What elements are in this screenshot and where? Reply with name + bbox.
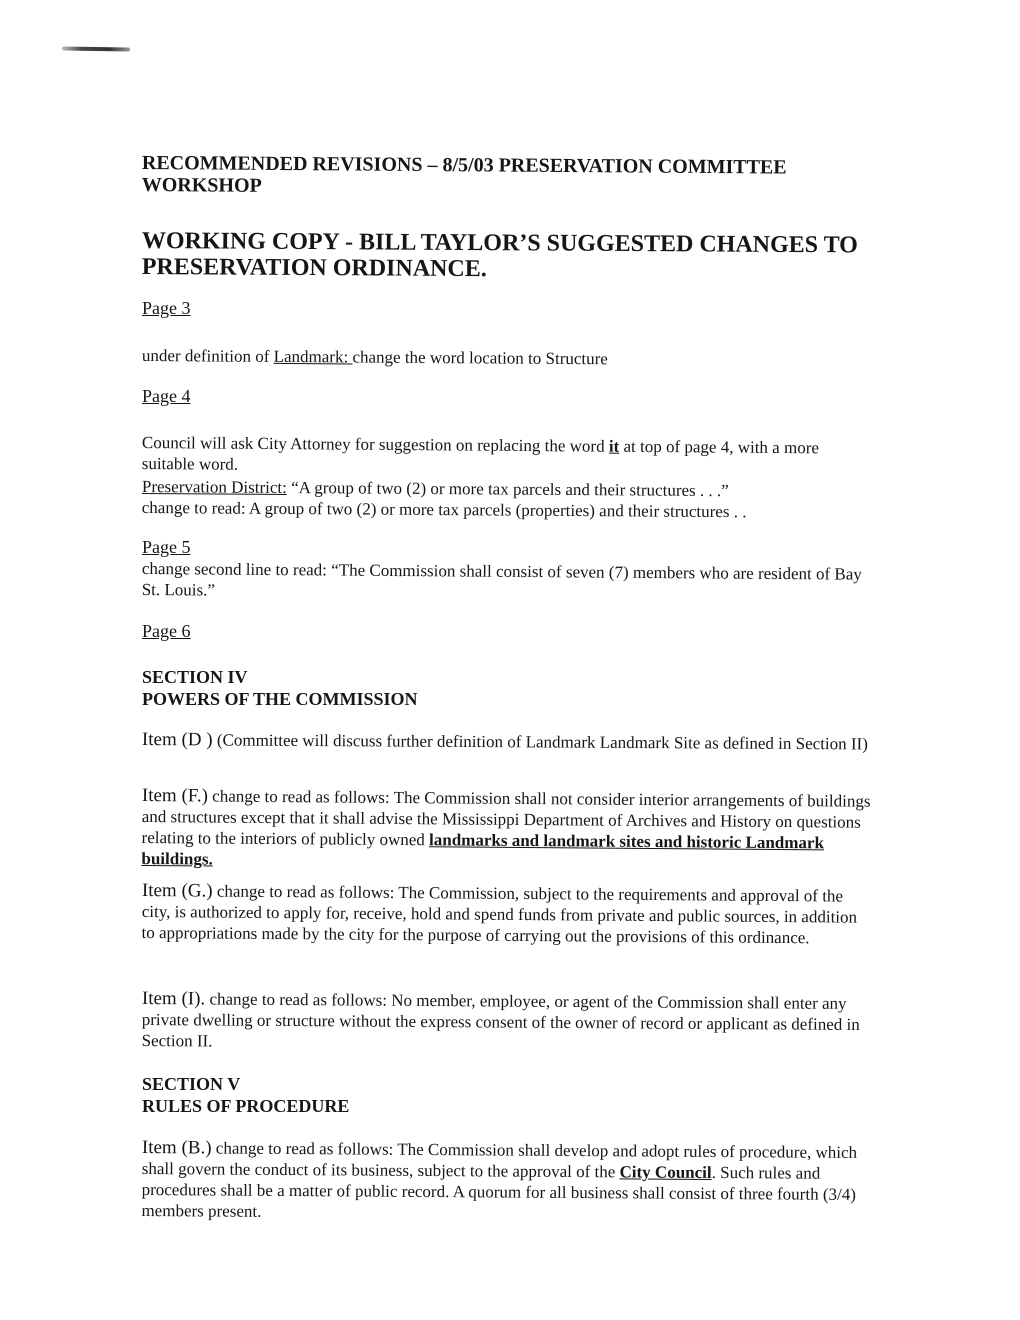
council-post: at top of page 4, with a more suitable word. [141, 436, 820, 474]
item-d [142, 729, 872, 754]
page-4-label: Page 4 [142, 386, 191, 406]
item-g [142, 880, 872, 949]
item-f-text: change to read as follows: The Commission shall not consider interior arrangements of buildings and structures except that it shall advise the Mississippi Department of Archives and History on questions relating to the interiors of publicly owned [141, 786, 871, 850]
council-pre: Council will ask City Attorney for suggestion on replacing the word [141, 432, 609, 456]
item-i-label: Item (I). [141, 988, 206, 1010]
item-f [141, 785, 872, 875]
section-v-title: SECTION V [142, 1074, 241, 1094]
subheading-line-1: WORKING COPY - BILL TAYLOR’S SUGGESTED CHANGES TO [141, 228, 858, 259]
page-4-district-note [142, 476, 872, 523]
staple-mark [62, 46, 130, 51]
item-g-text: change to read as follows: The Commission, subject to the requirements and approval of the city, is authorized to apply for, receive, hold and spend funds from private and public sources, in addition to appropriations made by the city for the purpose of carrying out the provisions of this ordinance. [141, 881, 858, 948]
item-b-emphasis: City Council [619, 1162, 712, 1182]
item-f-emphasis: landmarks and landmark sites and historic Landmark buildings. [141, 830, 825, 869]
district-quote: “A group of two (2) or more tax parcels and their structures . . .” [286, 478, 729, 501]
section-v-subtitle: RULES OF PROCEDURE [142, 1096, 350, 1116]
item-b-post: . Such rules and procedures shall be a matter of public record. A quorum for all business shall consist of three fourth (3/4) members present. [141, 1162, 856, 1221]
page-3-pre: under definition of [141, 345, 274, 366]
word-it: it [608, 436, 620, 456]
item-d-text: (Committee will discuss further definition of Landmark Landmark Site as defined in Section II) [212, 730, 868, 754]
document-heading [142, 152, 872, 201]
landmark-term: Landmark: [273, 346, 353, 367]
section-iv-title: SECTION IV [142, 667, 248, 687]
page-6-label: Page 6 [142, 621, 191, 641]
document-subheading [142, 228, 872, 284]
page-5-note: change second line to read: “The Commission shall consist of seven (7) members who are resident of Bay St. Louis.” [141, 558, 862, 600]
page-3-note [142, 345, 872, 371]
district-change: change to read: A group of two (2) or more tax parcels (properties) and their structures . . [141, 497, 747, 522]
item-b-label: Item (B.) [141, 1137, 212, 1159]
item-b [141, 1137, 872, 1226]
section-iv-subtitle: POWERS OF THE COMMISSION [142, 689, 418, 709]
page-3-label: Page 3 [142, 298, 191, 318]
subheading-line-2: PRESERVATION ORDINANCE. [141, 253, 487, 283]
item-g-label: Item (G.) [141, 880, 213, 902]
page-5-label: Page 5 [142, 537, 191, 557]
preservation-district-term: Preservation District: [141, 476, 287, 498]
page-4-council-note [142, 432, 872, 480]
section-v-heading [142, 1073, 872, 1117]
item-f-label: Item (F.) [141, 785, 209, 807]
item-d-label: Item (D ) [141, 729, 213, 751]
page-3-post: change the word location to Structure [352, 347, 608, 369]
item-i [142, 988, 872, 1056]
section-iv-heading [142, 666, 872, 710]
heading-line-2: WORKSHOP [141, 173, 262, 197]
heading-line-1: RECOMMENDED REVISIONS – 8/5/03 PRESERVATION COMMITTEE [141, 152, 787, 179]
item-b-text: change to read as follows: The Commission shall develop and adopt rules of procedure, which shall govern the conduct of its business, subject to the approval of the [141, 1138, 858, 1182]
item-i-text: change to read as follows: No member, employee, or agent of the Commission shall enter any private dwelling or structure without the express consent of the owner of record or applicant as defined in Section II. [141, 989, 860, 1051]
